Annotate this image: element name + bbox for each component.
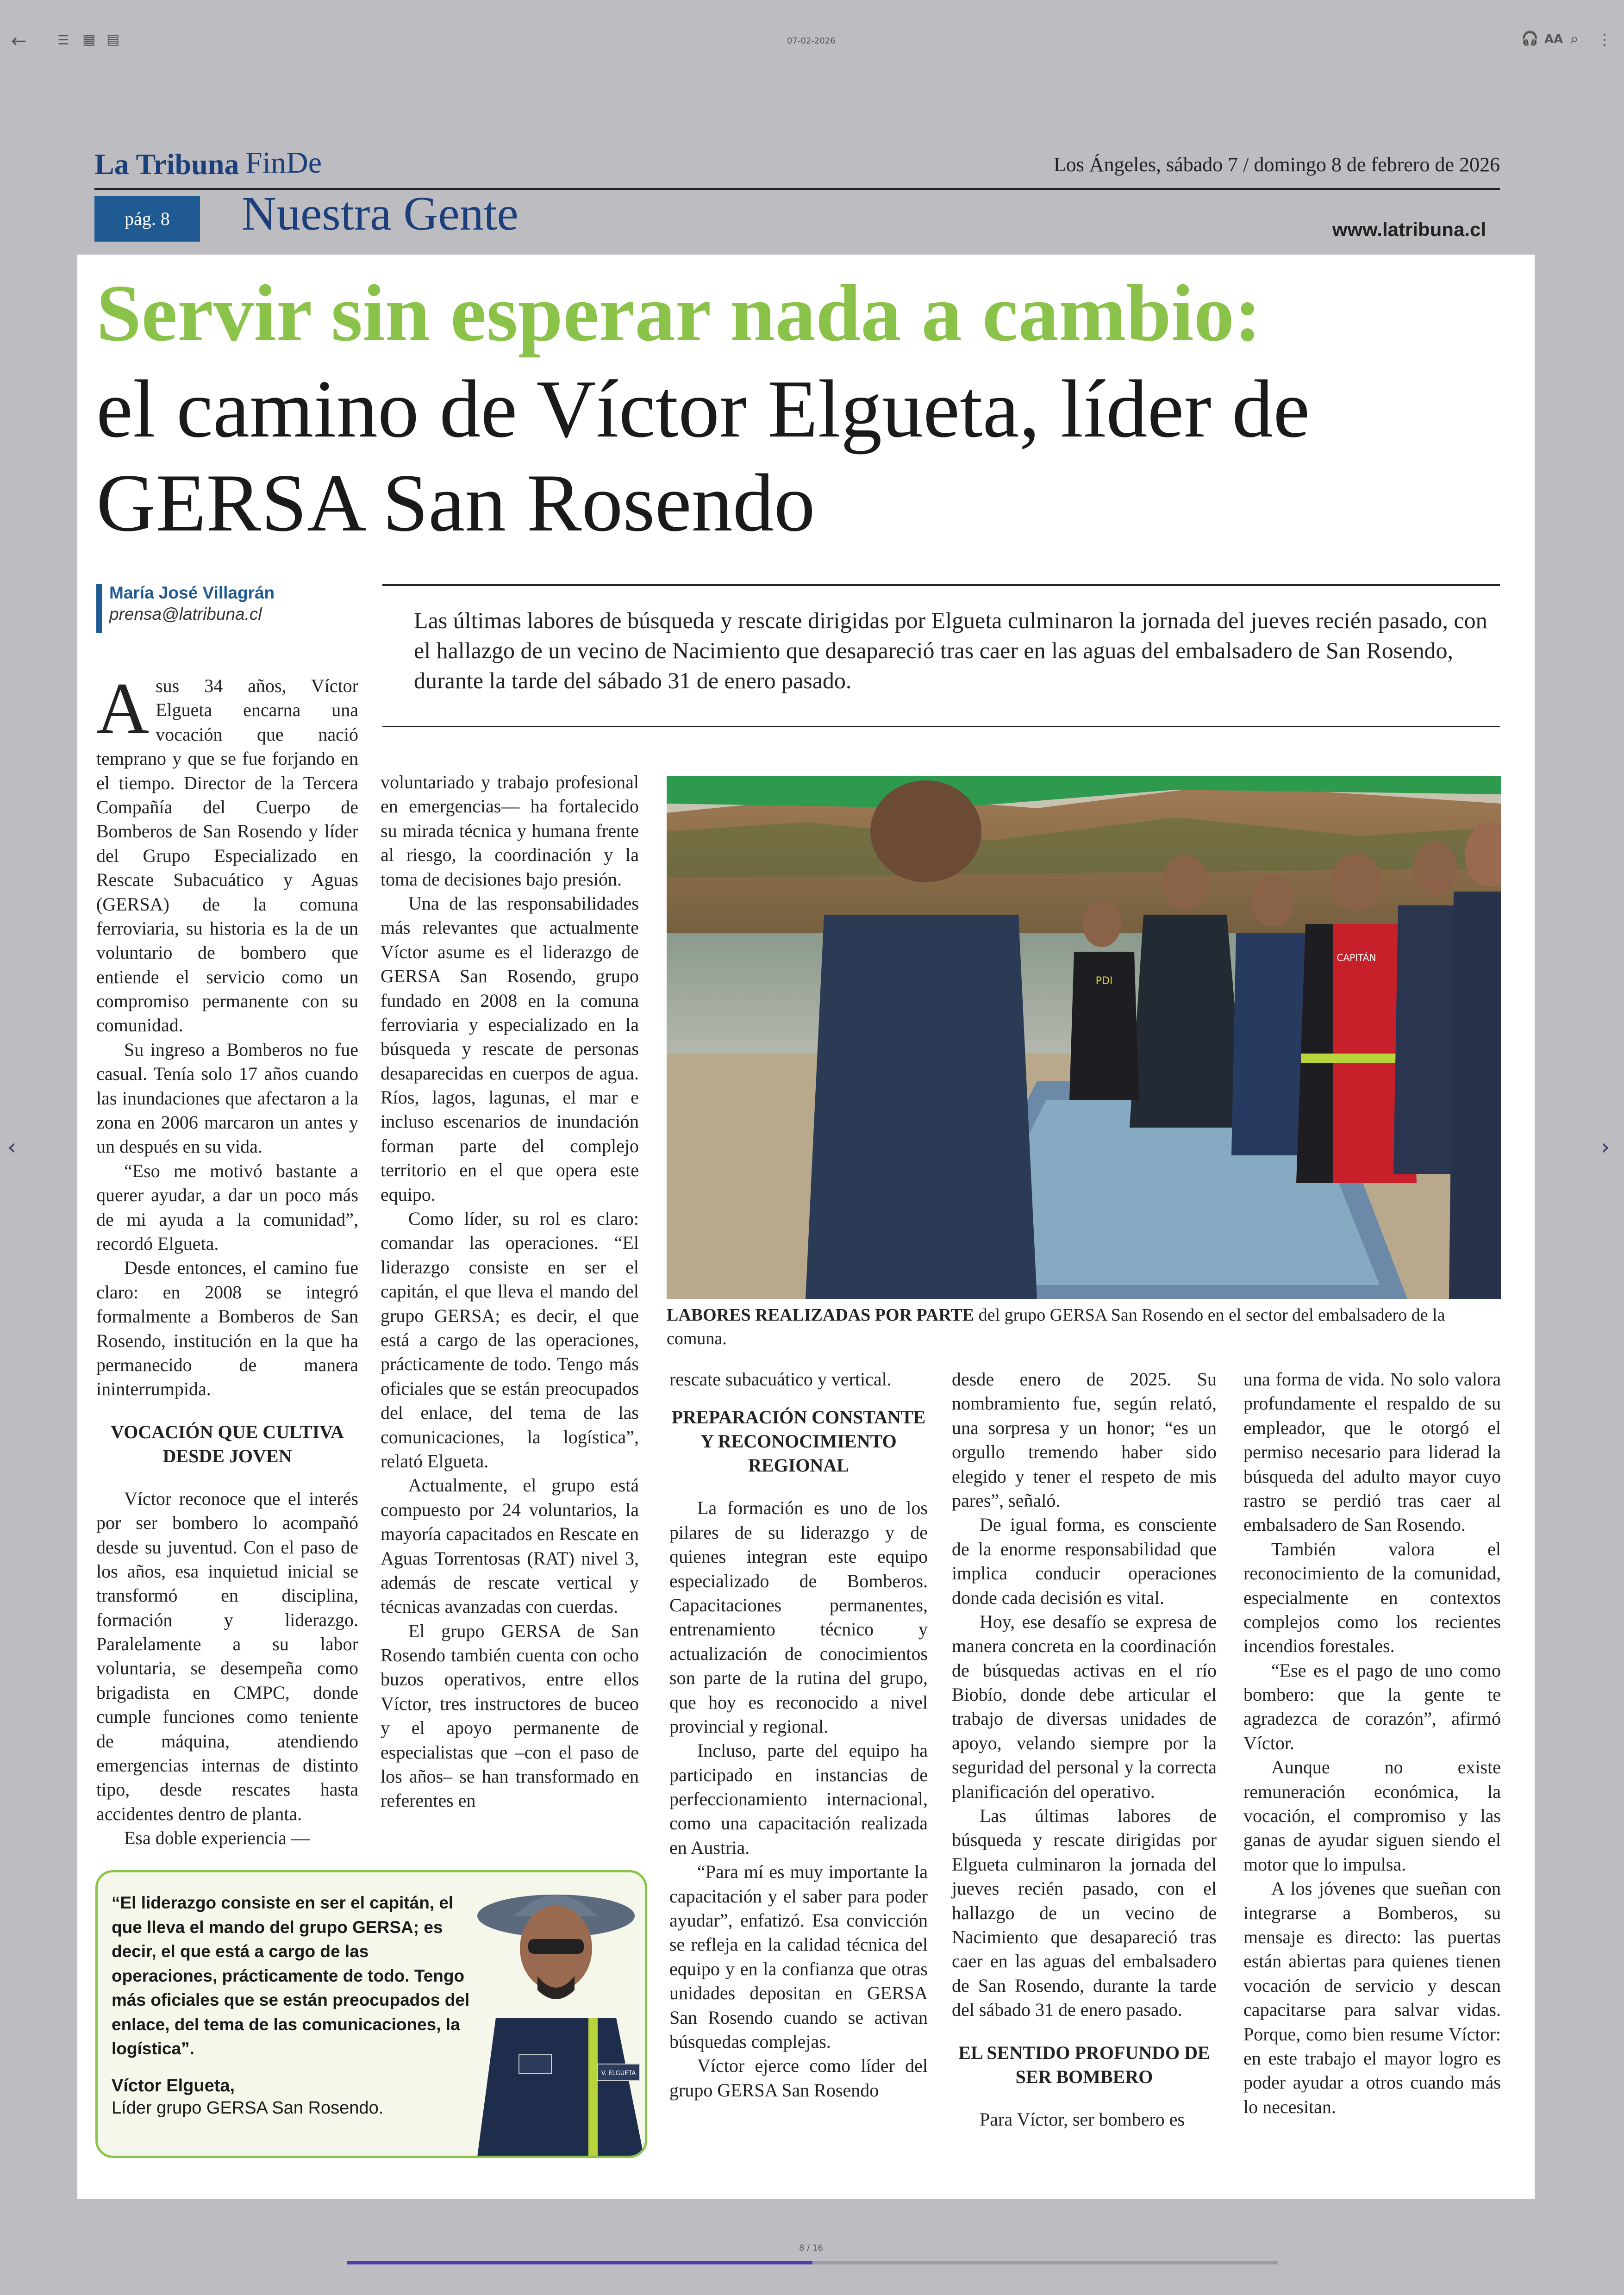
author-name: María José Villagrán — [109, 583, 275, 602]
headline: el camino de Víctor Elgueta, líder de GERSA San Rosendo — [96, 363, 1310, 549]
text-size-icon[interactable]: AA — [1544, 32, 1563, 46]
photo-caption: LABORES REALIZADAS POR PARTE del grupo GERSA San Rosendo en el sector del embalsadero de la comuna. — [667, 1305, 1445, 1349]
article-column-1 — [96, 668, 358, 1851]
paragraph: Aunque no existe remuneración económica, la vocación, el compromiso y las ganas de ayudar siguen siendo el motor que lo impulsa. — [1243, 1757, 1501, 1875]
page-progress-fill — [347, 2261, 812, 2264]
drop-cap: A — [96, 668, 150, 749]
author-email[interactable]: prensa@latribuna.cl — [109, 605, 262, 624]
paragraph: Incluso, parte del equipo ha participado en instancias de perfeccionamiento internacional, como una capacitación realizada en Austria. — [669, 1740, 928, 1858]
pages-icon[interactable]: ▤ — [106, 31, 120, 48]
lead-rule-top — [382, 584, 1500, 586]
pull-quote-author: Víctor Elgueta, — [112, 2076, 235, 2095]
prev-page-icon[interactable]: ‹ — [7, 1134, 17, 1160]
article-column-4 — [952, 1367, 1217, 2132]
paragraph: Su ingreso a Bomberos no fue casual. Tenía solo 17 años cuando las inundaciones que afectaron a la zona en 2006 marcaron un antes y un después en su vida. — [96, 1039, 358, 1157]
rescue-team-photo — [667, 776, 1501, 1299]
paragraph: “Ese es el pago de uno como bombero: que la gente te agradezca de corazón”, afirmó Víctor. — [1243, 1659, 1501, 1753]
pull-quote-box — [95, 1870, 647, 2158]
paragraph: Asus 34 años, Víctor Elgueta encarna una vocación que nació temprano y que se fue forjando en el tiempo. Director de la Tercera Compañía del Cuerpo de Bomberos de San Rosendo y líder del Grupo Especializado en Rescate Subacuático y Aguas (GERSA) de la comuna ferroviaria, su historia es la de un voluntario de bombero que entiende el servicio como un compromiso permanente con su comunidad. — [96, 668, 358, 1036]
article-column-5 — [1243, 1367, 1501, 2119]
paragraph: “Eso me motivó bastante a querer ayudar, a dar un poco más de mi ayuda a la comunidad”, recordó Elgueta. — [96, 1160, 358, 1254]
article-photo[interactable] — [667, 776, 1501, 1299]
paragraph: Desde entonces, el camino fue claro: en 2008 se integró formalmente a Bomberos de San Rosendo, institución en la que ha permanecido de manera ininterrumpida. — [96, 1257, 358, 1400]
pull-quote-text: “El liderazgo consiste en ser el capitán, el que lleva el mando del grupo GERSA; es decir, el que está a cargo de las operaciones, prácticamente de todo. Tengo más oficiales que se están preocupados del enlace, del tema de las comunicaciones, la logística”. — [112, 1893, 470, 2058]
portrait-photo — [450, 1879, 644, 2157]
paragraph: Víctor ejerce como líder del grupo GERSA San Rosendo — [669, 2055, 928, 2101]
paragraph: rescate subacuático y vertical. — [669, 1369, 892, 1390]
grid-icon[interactable]: ▦ — [82, 31, 96, 48]
paragraph: Como líder, su rol es claro: comandar las operaciones. “El liderazgo consiste en ser el capitán, el que lleva el mando del grupo GERSA; es decir, el que está a cargo de las operaciones, prácticamente de todo. Tengo más oficiales que se están preocupados del enlace, del tema de las comunicaciones, la logística”, relató Elgueta. — [381, 1208, 639, 1472]
more-icon[interactable]: ⋮ — [1597, 31, 1612, 48]
search-icon[interactable]: ⌕ — [1570, 30, 1579, 47]
subheading: EL SENTIDO PROFUNDO DE SER BOMBERO — [958, 2042, 1210, 2087]
subheading: PREPARACIÓN CONSTANTE Y RECONOCIMIENTO REGIONAL — [671, 1407, 926, 1476]
headphones-icon[interactable]: 🎧 — [1521, 31, 1539, 47]
svg-text:CAPITÁN: CAPITÁN — [1337, 952, 1376, 963]
next-page-icon[interactable]: › — [1601, 1134, 1610, 1160]
paragraph: Actualmente, el grupo está compuesto por 24 voluntarios, la mayoría capacitados en Rescate en Aguas Torrentosas (RAT) nivel 3, además de rescate vertical y técnicas avanzadas con cuerdas. — [381, 1475, 639, 1617]
subheading: VOCACIÓN QUE CULTIVA DESDE JOVEN — [111, 1421, 344, 1466]
back-arrow-icon[interactable]: ← — [11, 31, 27, 52]
paragraph: desde enero de 2025. Su nombramiento fue, según relató, una sorpresa y un honor; “es un orgullo tremendo haber sido elegido y tener el respeto de mis pares”, señaló. — [952, 1369, 1217, 1511]
paragraph: También valora el reconocimiento de la comunidad, especialmente en contextos complejos como los recientes incendios forestales. — [1243, 1538, 1501, 1657]
paragraph: A los jóvenes que sueñan con integrarse a Bomberos, su mensaje es directo: las puertas están abiertas para quienes tienen vocación de servicio y descan capacitarse para salvar vidas. Porque, como bien resume Víctor: en este trabajo el mayor logro es poder ayudar a otros cuando más lo necesitan. — [1243, 1878, 1501, 2117]
dateline: Los Ángeles, sábado 7 / domingo 8 de febrero de 2026 — [1053, 153, 1500, 176]
paragraph: “Para mí es muy importante la capacitación y el saber para poder ayudar”, enfatizó. Esa convicción se refleja en la calidad técnica del equipo y en la confianza que otras unidades depositan en GERSA San Rosendo cuando se activan búsquedas complejas. — [669, 1861, 928, 2052]
svg-text:PDI: PDI — [1095, 975, 1113, 987]
headline-highlight: Servir sin esperar nada a cambio: — [96, 268, 1262, 358]
article-column-3 — [669, 1367, 928, 2102]
article-column-2 — [381, 770, 639, 1813]
section-title: Nuestra Gente — [242, 187, 518, 240]
paragraph: Hoy, ese desafío se expresa de manera concreta en la coordinación de búsquedas activas en el río Biobío, donde debe articular el trabajo de diversas unidades de apoyo, velando siempre por la seguridad del personal y la correcta planificación del operativo. — [952, 1611, 1217, 1802]
paragraph: Víctor reconoce que el interés por ser bombero lo acompañó desde su juventud. Con el paso de los años, esa inquietud inicial se transformó en disciplina, formación y liderazgo. Paralelamente a su labor voluntaria, se desempeña como brigadista en CMPC, donde cumple funciones como teniente de máquina, atendiendo emergencias internas de distinto tipo, desde rescates hasta accidentes dentro de planta. — [96, 1488, 358, 1824]
byline-bar — [96, 584, 102, 633]
paragraph: De igual forma, es consciente de la enorme responsabilidad que implica conducir operaciones donde cada decisión es vital. — [952, 1514, 1217, 1608]
page-indicator: 8 / 16 — [799, 2243, 823, 2253]
paragraph: Para Víctor, ser bombero es — [980, 2108, 1185, 2130]
pull-quote-role: Líder grupo GERSA San Rosendo. — [112, 2098, 384, 2118]
website-url[interactable]: www.latribuna.cl — [1332, 218, 1486, 240]
list-icon[interactable]: ☰ — [57, 32, 69, 48]
lead-rule-bottom — [382, 726, 1500, 727]
paragraph: Una de las responsabilidades más relevantes que actualmente Víctor asume es el liderazgo de GERSA San Rosendo, grupo fundado en 2008 en la comuna ferroviaria y especializado en la búsqueda y rescate de personas desaparecidas en cuerpos de agua. Ríos, lagos, lagunas, el mar e incluso escenarios de inundación forman parte del complejo territorio en el que opera este equipo. — [381, 892, 639, 1205]
edition-name: FinDe — [245, 146, 322, 180]
brand-logo: La Tribuna — [94, 148, 239, 181]
paragraph: Esa doble experiencia — — [124, 1827, 310, 1849]
paragraph: una forma de vida. No solo valora profundamente el respaldo de su empleador, que le otorgó el permiso necesario para liderad la búsqueda del adulto mayor cuyo rastro se perdió tras caer al embalsadero de San Rosendo. — [1243, 1369, 1501, 1535]
svg-text:V. ELGUETA: V. ELGUETA — [601, 2070, 636, 2077]
paragraph: La formación es uno de los pilares de su liderazgo y de quienes integran este equipo especializado de Bomberos. Capacitaciones permanentes, entrenamiento técnico y actualización de conocimientos son parte de la rutina del grupo, que hoy es reconocido a nivel provincial y regional. — [669, 1497, 928, 1737]
lead-paragraph: Las últimas labores de búsqueda y rescate dirigidas por Elgueta culminaron la jornada del jueves recién pasado, con el hallazgo de un vecino de Nacimiento que desapareció tras caer en las aguas del embalsadero de San Rosendo, durante la tarde del sábado 31 de enero pasado. — [414, 607, 1487, 693]
paragraph: Las últimas labores de búsqueda y rescate dirigidas por Elgueta culminaron la jornada del jueves recién pasado, con el hallazgo de un vecino de Nacimiento que desapareció tras caer en las aguas del embalsadero de San Rosendo, durante la tarde del sábado 31 de enero pasado. — [952, 1805, 1217, 2021]
paragraph: El grupo GERSA de San Rosendo también cuenta con ocho buzos operativos, entre ellos Víctor, tres instructores de buceo y el apoyo permanente de especialistas que –con el paso de los años– se han transformado en referentes en — [381, 1620, 639, 1811]
page-tag: pág. 8 — [94, 196, 200, 242]
paragraph: voluntariado y trabajo profesional en emergencias— ha fortalecido su mirada técnica y humana frente al riesgo, la coordinación y la toma de decisiones bajo presión. — [381, 772, 639, 890]
viewer-date: 07-02-2026 — [787, 36, 836, 46]
